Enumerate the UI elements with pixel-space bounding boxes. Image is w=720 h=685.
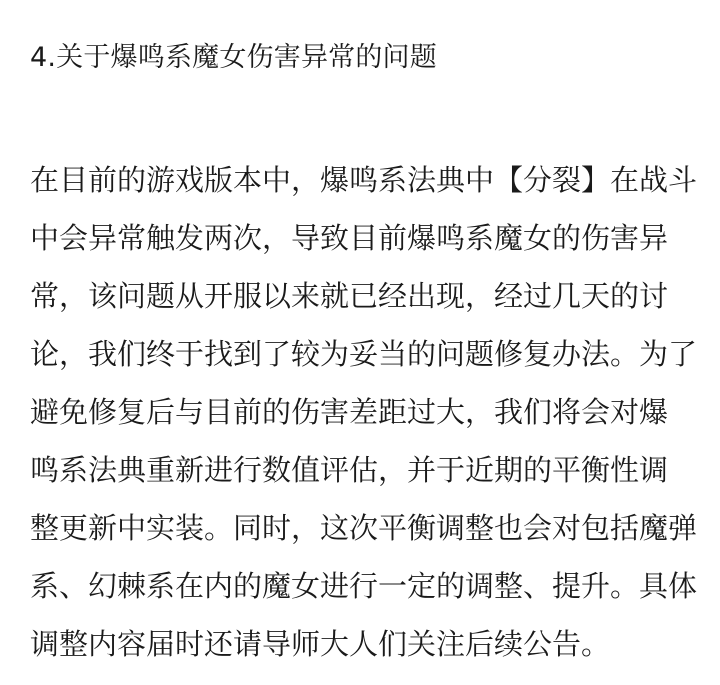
paragraph-line: 论，我们终于找到了较为妥当的问题修复办法。为了	[30, 337, 698, 371]
paragraph-line: 鸣系法典重新进行数值评估，并于近期的平衡性调	[30, 453, 669, 487]
paragraph-line: 整更新中实装。同时，这次平衡调整也会对包括魔弹	[30, 511, 698, 545]
section-heading: 4.关于爆鸣系魔女伤害异常的问题	[30, 42, 437, 73]
paragraph-line: 调整内容届时还请导师大人们关注后续公告。	[30, 627, 611, 661]
paragraph-line: 避免修复后与目前的伤害差距过大，我们将会对爆	[30, 395, 669, 429]
paragraph-line: 中会异常触发两次，导致目前爆鸣系魔女的伤害异	[30, 221, 669, 255]
paragraph-line: 常，该问题从开服以来就已经出现，经过几天的讨	[30, 279, 669, 313]
announcement-paragraph	[30, 151, 700, 673]
paragraph-line: 系、幻棘系在内的魔女进行一定的调整、提升。具体	[30, 569, 698, 603]
paragraph-line: 在目前的游戏版本中，爆鸣系法典中【分裂】在战斗	[30, 163, 698, 197]
